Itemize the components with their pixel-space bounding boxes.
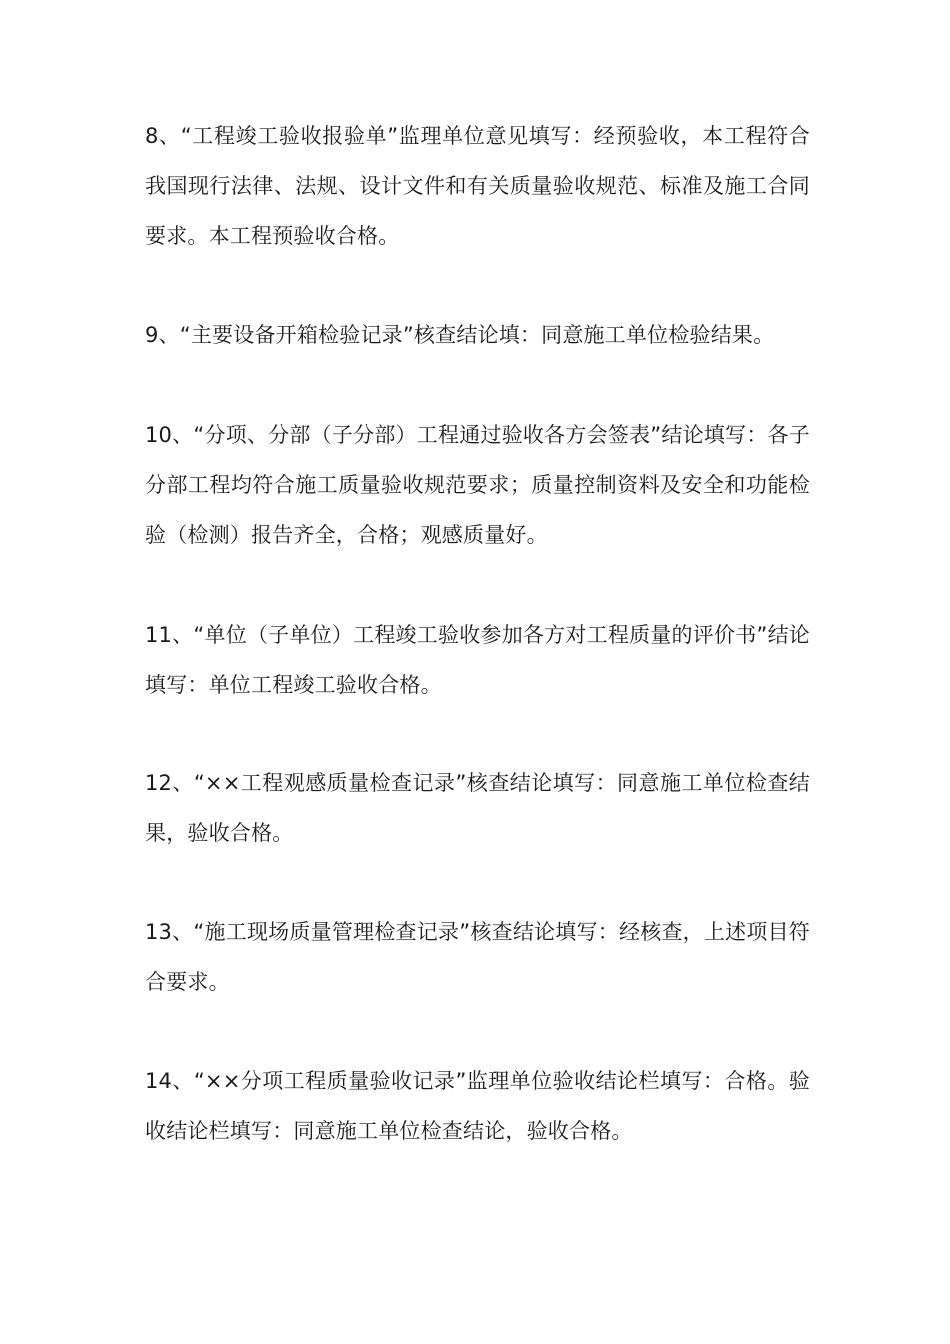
paragraph-item-9: 9、“主要设备开箱检验记录”核查结论填：同意施工单位检验结果。 xyxy=(145,323,775,347)
paragraph-item-12: 12、“××工程观感质量检查记录”核查结论填写：同意施工单位检查结果，验收合格。 xyxy=(145,771,810,845)
paragraph-item-8: 8、“工程竣工验收报验单”监理单位意见填写：经预验收，本工程符合我国现行法律、法规、设计文件和有关质量验收规范、标准及施工合同要求。本工程预验收合格。 xyxy=(145,124,810,248)
paragraph-item-10: 10、“分项、分部（子分部）工程通过验收各方会签表”结论填写：各子分部工程均符合施工质量验收规范要求；质量控制资料及安全和功能检验（检测）报告齐全，合格；观感质量好。 xyxy=(145,423,810,547)
paragraph-item-11: 11、“单位（子单位）工程竣工验收参加各方对工程质量的评价书”结论填写：单位工程竣工验收合格。 xyxy=(145,623,810,697)
paragraph-item-14: 14、“××分项工程质量验收记录”监理单位验收结论栏填写：合格。验收结论栏填写：同意施工单位检查结论，验收合格。 xyxy=(145,1069,810,1143)
paragraph-item-13: 13、“施工现场质量管理检查记录”核查结论填写：经核查，上述项目符合要求。 xyxy=(145,920,810,994)
